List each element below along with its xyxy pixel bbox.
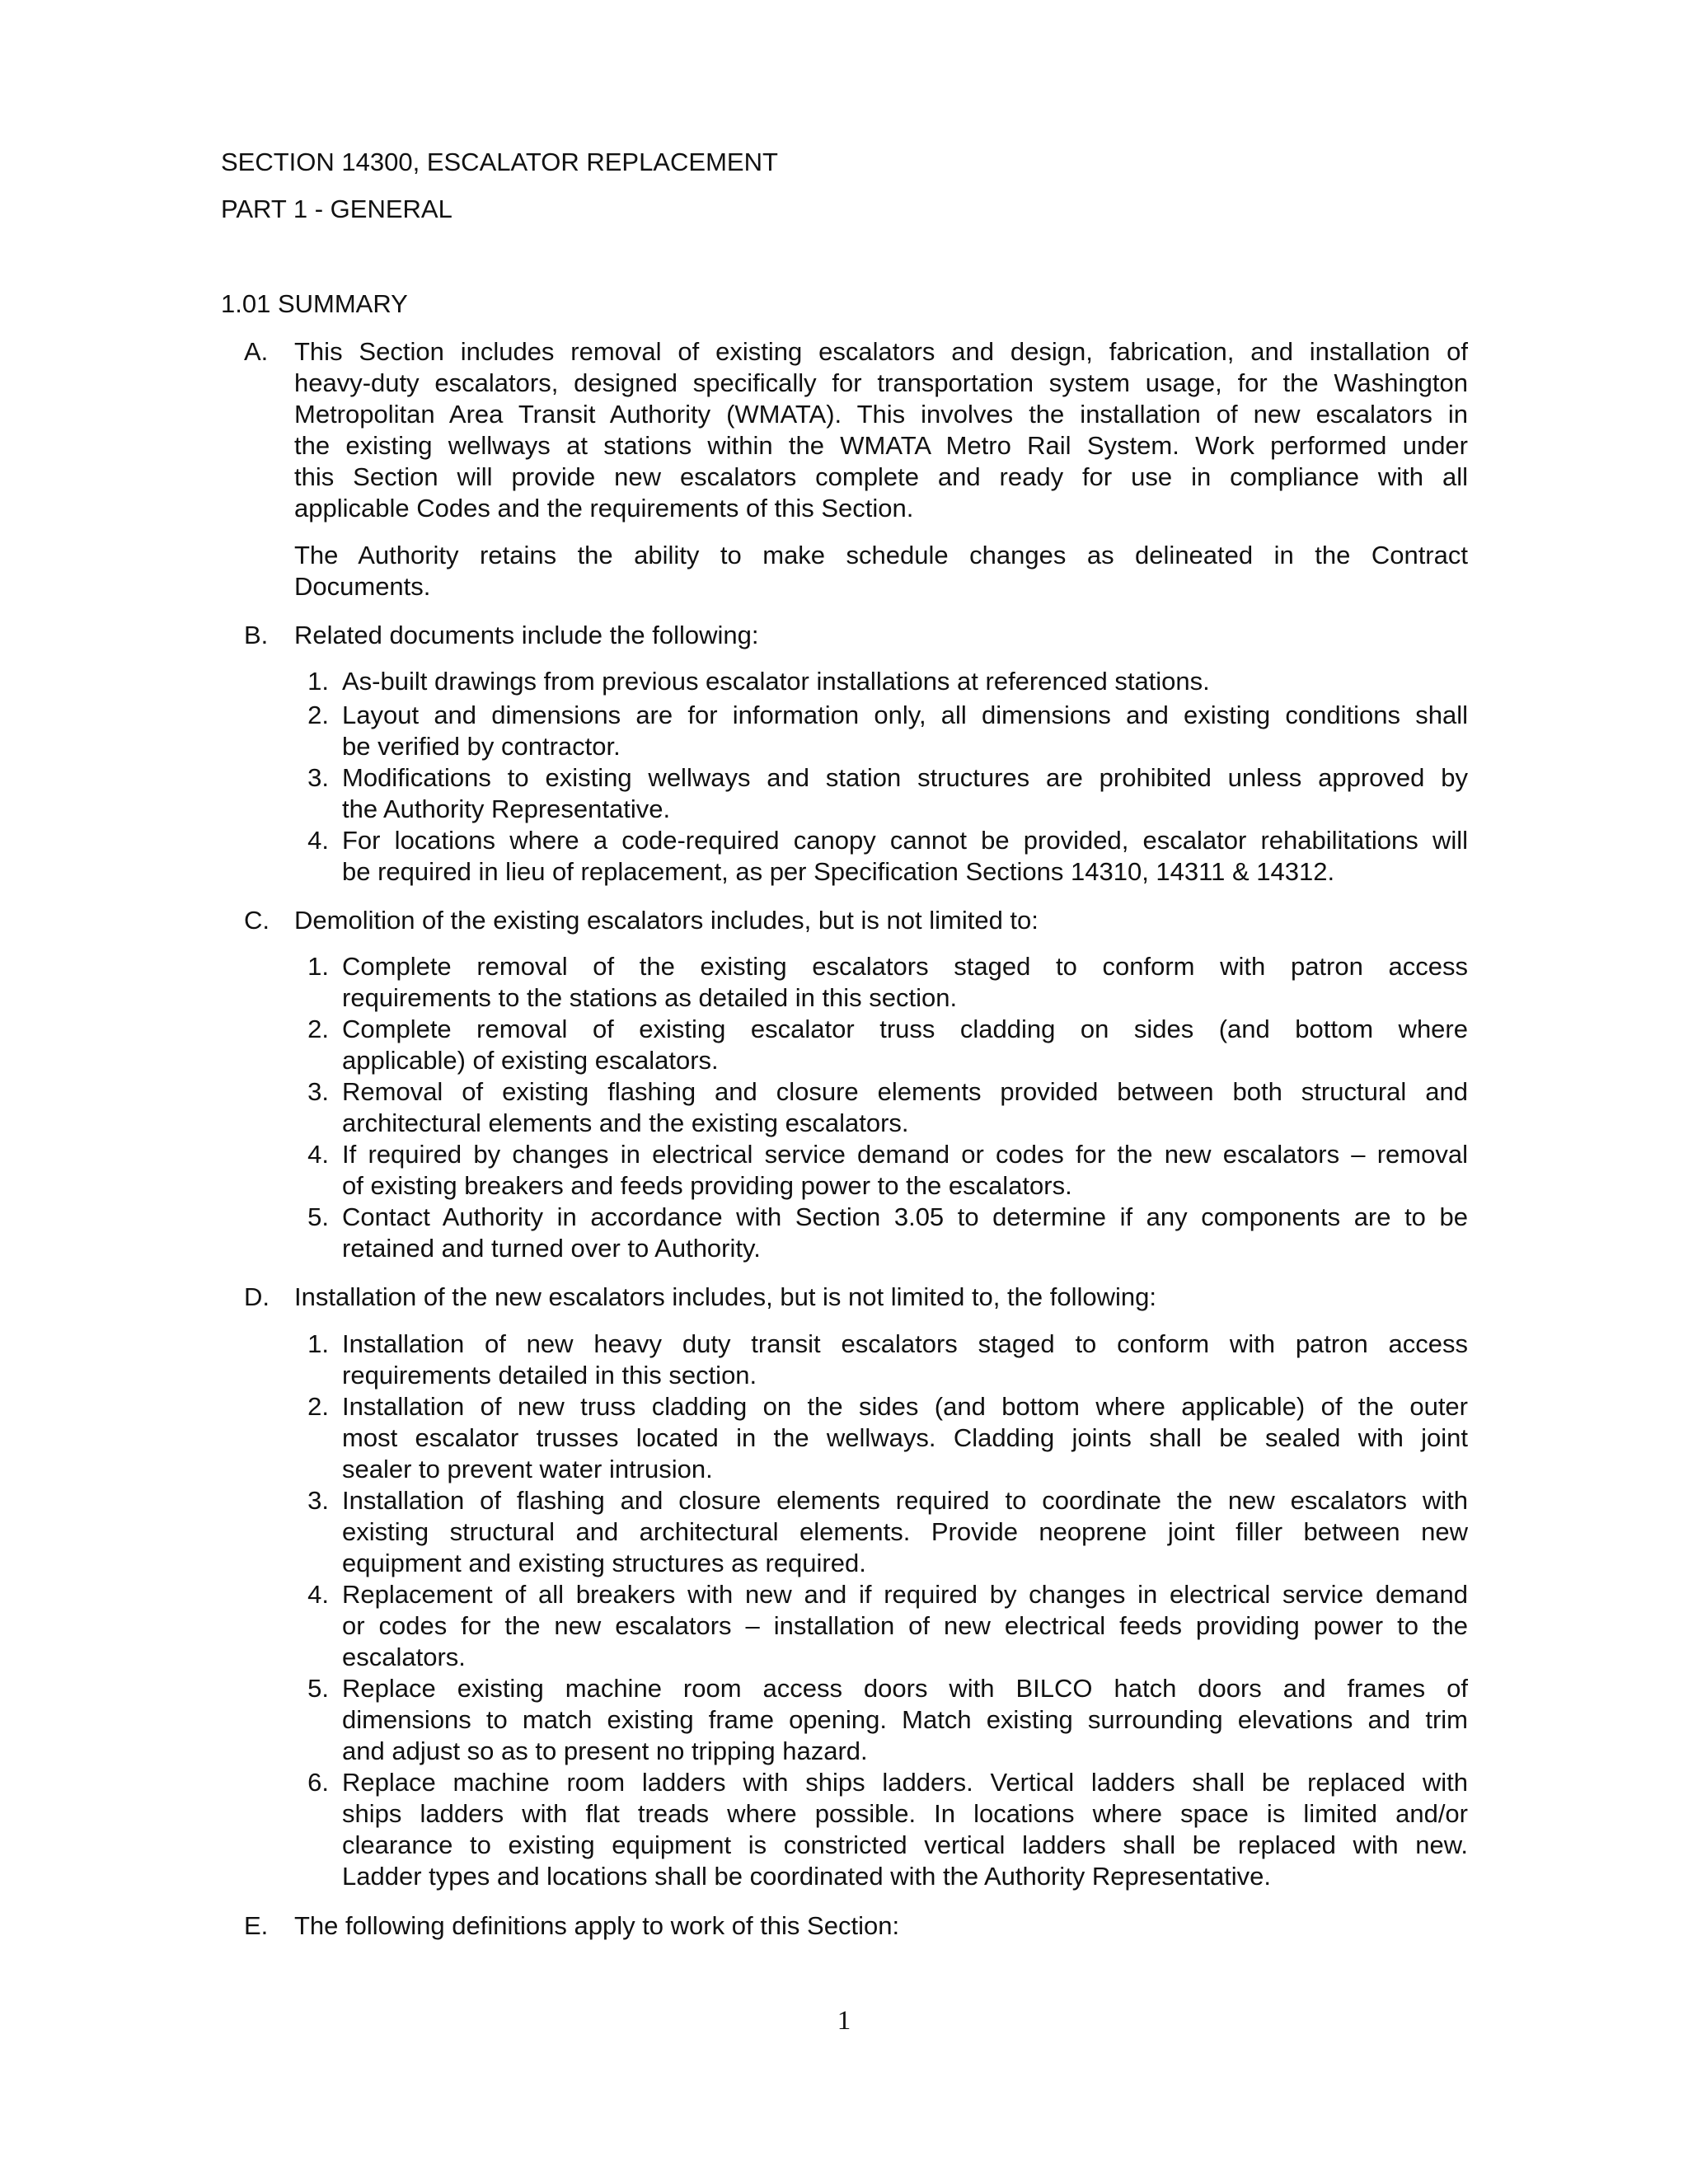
list-item-line: retained and turned over to Authority.	[342, 1234, 761, 1263]
list-item-line: architectural elements and the existing escalators.	[342, 1108, 909, 1137]
list-item-line: As-built drawings from previous escalator installations at referenced stations.	[342, 667, 1210, 696]
list-item-line: requirements detailed in this section.	[342, 1361, 757, 1390]
list-item-number: 2.	[307, 1015, 329, 1043]
paragraph-c-label: C.	[244, 906, 270, 935]
paragraph-b-intro: Related documents include the following:	[294, 621, 759, 649]
list-item-line: Installation of flashing and closure elements required to coordinate the new escalators with	[342, 1486, 1468, 1515]
paragraph-a	[294, 336, 1468, 524]
list-item-text	[342, 1767, 1468, 1892]
paragraph-a-label: A.	[244, 337, 269, 366]
list-item-line: Replace existing machine room access doors with BILCO hatch doors and frames of	[342, 1674, 1468, 1703]
list-item-text	[342, 700, 1468, 762]
paragraph-d-intro: Installation of the new escalators includes, but is not limited to, the following:	[294, 1282, 1156, 1311]
list-item-text	[342, 1485, 1468, 1579]
list-item-number: 5.	[307, 1674, 329, 1703]
list-item-number: 4.	[307, 1580, 329, 1609]
list-item-line: existing structural and architectural elements. Provide neoprene joint filler between new	[342, 1517, 1468, 1546]
list-item-line: be verified by contractor.	[342, 732, 621, 761]
list-item-line: sealer to prevent water intrusion.	[342, 1455, 713, 1483]
list-item-line: For locations where a code-required canopy cannot be provided, escalator rehabilitations will	[342, 826, 1468, 855]
list-item-number: 3.	[307, 763, 329, 792]
list-item-line: most escalator trusses located in the wellways. Cladding joints shall be sealed with joint	[342, 1423, 1468, 1452]
list-item-text	[342, 666, 1468, 697]
section-title: SECTION 14300, ESCALATOR REPLACEMENT	[221, 148, 778, 176]
list-item-line: equipment and existing structures as required.	[342, 1549, 866, 1577]
list-item-text	[342, 1076, 1468, 1139]
list-item-number: 6.	[307, 1768, 329, 1797]
list-item-text	[342, 1391, 1468, 1485]
paragraph-a-line: heavy-duty escalators, designed specifically for transportation system usage, for the Washington	[294, 368, 1468, 397]
list-item-number: 4.	[307, 1140, 329, 1169]
list-item-line: Installation of new truss cladding on the sides (and bottom where applicable) of the outer	[342, 1392, 1468, 1421]
list-item-line: and adjust so as to present no tripping hazard.	[342, 1736, 868, 1765]
list-item-line: be required in lieu of replacement, as per Specification Sections 14310, 14311 & 14312.	[342, 857, 1335, 886]
list-item-number: 3.	[307, 1077, 329, 1106]
list-item-text	[342, 951, 1468, 1014]
list-item-number: 1.	[307, 667, 329, 696]
list-item-line: Contact Authority in accordance with Section 3.05 to determine if any components are to be	[342, 1202, 1468, 1231]
list-item-text	[342, 1673, 1468, 1767]
list-item-line: the Authority Representative.	[342, 794, 671, 823]
list-item-line: of existing breakers and feeds providing power to the escalators.	[342, 1171, 1072, 1200]
list-item-line: Complete removal of existing escalator truss cladding on sides (and bottom where	[342, 1015, 1468, 1043]
paragraph-a-note-line: The Authority retains the ability to make schedule changes as delineated in the Contract	[294, 541, 1468, 569]
list-item-number: 5.	[307, 1202, 329, 1231]
list-item-line: Modifications to existing wellways and station structures are prohibited unless approved by	[342, 763, 1468, 792]
list-item-line: ships ladders with flat treads where possible. In locations where space is limited and/or	[342, 1799, 1468, 1828]
list-item-text	[342, 1139, 1468, 1202]
list-item-line: If required by changes in electrical service demand or codes for the new escalators – removal	[342, 1140, 1468, 1169]
list-item-line: or codes for the new escalators – installation of new electrical feeds providing power to the	[342, 1611, 1468, 1640]
paragraph-a-line: the existing wellways at stations within the WMATA Metro Rail System. Work performed under	[294, 431, 1468, 460]
article-title: 1.01 SUMMARY	[221, 289, 408, 318]
paragraph-a-line: this Section will provide new escalators complete and ready for use in compliance with all	[294, 462, 1468, 491]
list-item-text	[342, 1329, 1468, 1391]
list-item-number: 2.	[307, 1392, 329, 1421]
list-item-text	[342, 1014, 1468, 1076]
list-item-line: Complete removal of the existing escalators staged to conform with patron access	[342, 952, 1468, 981]
paragraph-a-line: applicable Codes and the requirements of this Section.	[294, 494, 914, 523]
list-item-line: Removal of existing flashing and closure elements provided between both structural and	[342, 1077, 1468, 1106]
list-item-line: Layout and dimensions are for information only, all dimensions and existing conditions shall	[342, 701, 1468, 729]
paragraph-b-label: B.	[244, 621, 269, 649]
list-item-text	[342, 1202, 1468, 1264]
paragraph-a-line: Metropolitan Area Transit Authority (WMATA). This involves the installation of new escalators in	[294, 400, 1468, 429]
list-item-number: 1.	[307, 952, 329, 981]
list-item-line: escalators.	[342, 1643, 466, 1671]
list-item-text	[342, 825, 1468, 888]
list-item-line: applicable) of existing escalators.	[342, 1046, 719, 1075]
list-item-text	[342, 762, 1468, 825]
paragraph-e-label: E.	[244, 1911, 269, 1940]
list-item-line: Ladder types and locations shall be coordinated with the Authority Representative.	[342, 1862, 1272, 1891]
list-item-number: 1.	[307, 1329, 329, 1358]
paragraph-a-note-line: Documents.	[294, 572, 431, 601]
list-item-text	[342, 1579, 1468, 1673]
list-item-number: 4.	[307, 826, 329, 855]
list-item-line: dimensions to match existing frame opening. Match existing surrounding elevations and trim	[342, 1705, 1468, 1734]
paragraph-e-intro: The following definitions apply to work of this Section:	[294, 1911, 900, 1940]
list-item-line: Replacement of all breakers with new and if required by changes in electrical service demand	[342, 1580, 1468, 1609]
page-number: 1	[837, 2006, 851, 2036]
part-title: PART 1 - GENERAL	[221, 194, 452, 223]
paragraph-a-line: This Section includes removal of existing escalators and design, fabrication, and installation of	[294, 337, 1468, 366]
paragraph-c-intro: Demolition of the existing escalators includes, but is not limited to:	[294, 906, 1039, 935]
list-item-number: 3.	[307, 1486, 329, 1515]
list-item-line: requirements to the stations as detailed in this section.	[342, 983, 958, 1012]
paragraph-a-note	[294, 540, 1468, 602]
list-item-number: 2.	[307, 701, 329, 729]
list-item-line: clearance to existing equipment is constricted vertical ladders shall be replaced with new.	[342, 1830, 1468, 1859]
paragraph-d-label: D.	[244, 1282, 270, 1311]
list-item-line: Replace machine room ladders with ships ladders. Vertical ladders shall be replaced with	[342, 1768, 1468, 1797]
list-item-line: Installation of new heavy duty transit escalators staged to conform with patron access	[342, 1329, 1468, 1358]
